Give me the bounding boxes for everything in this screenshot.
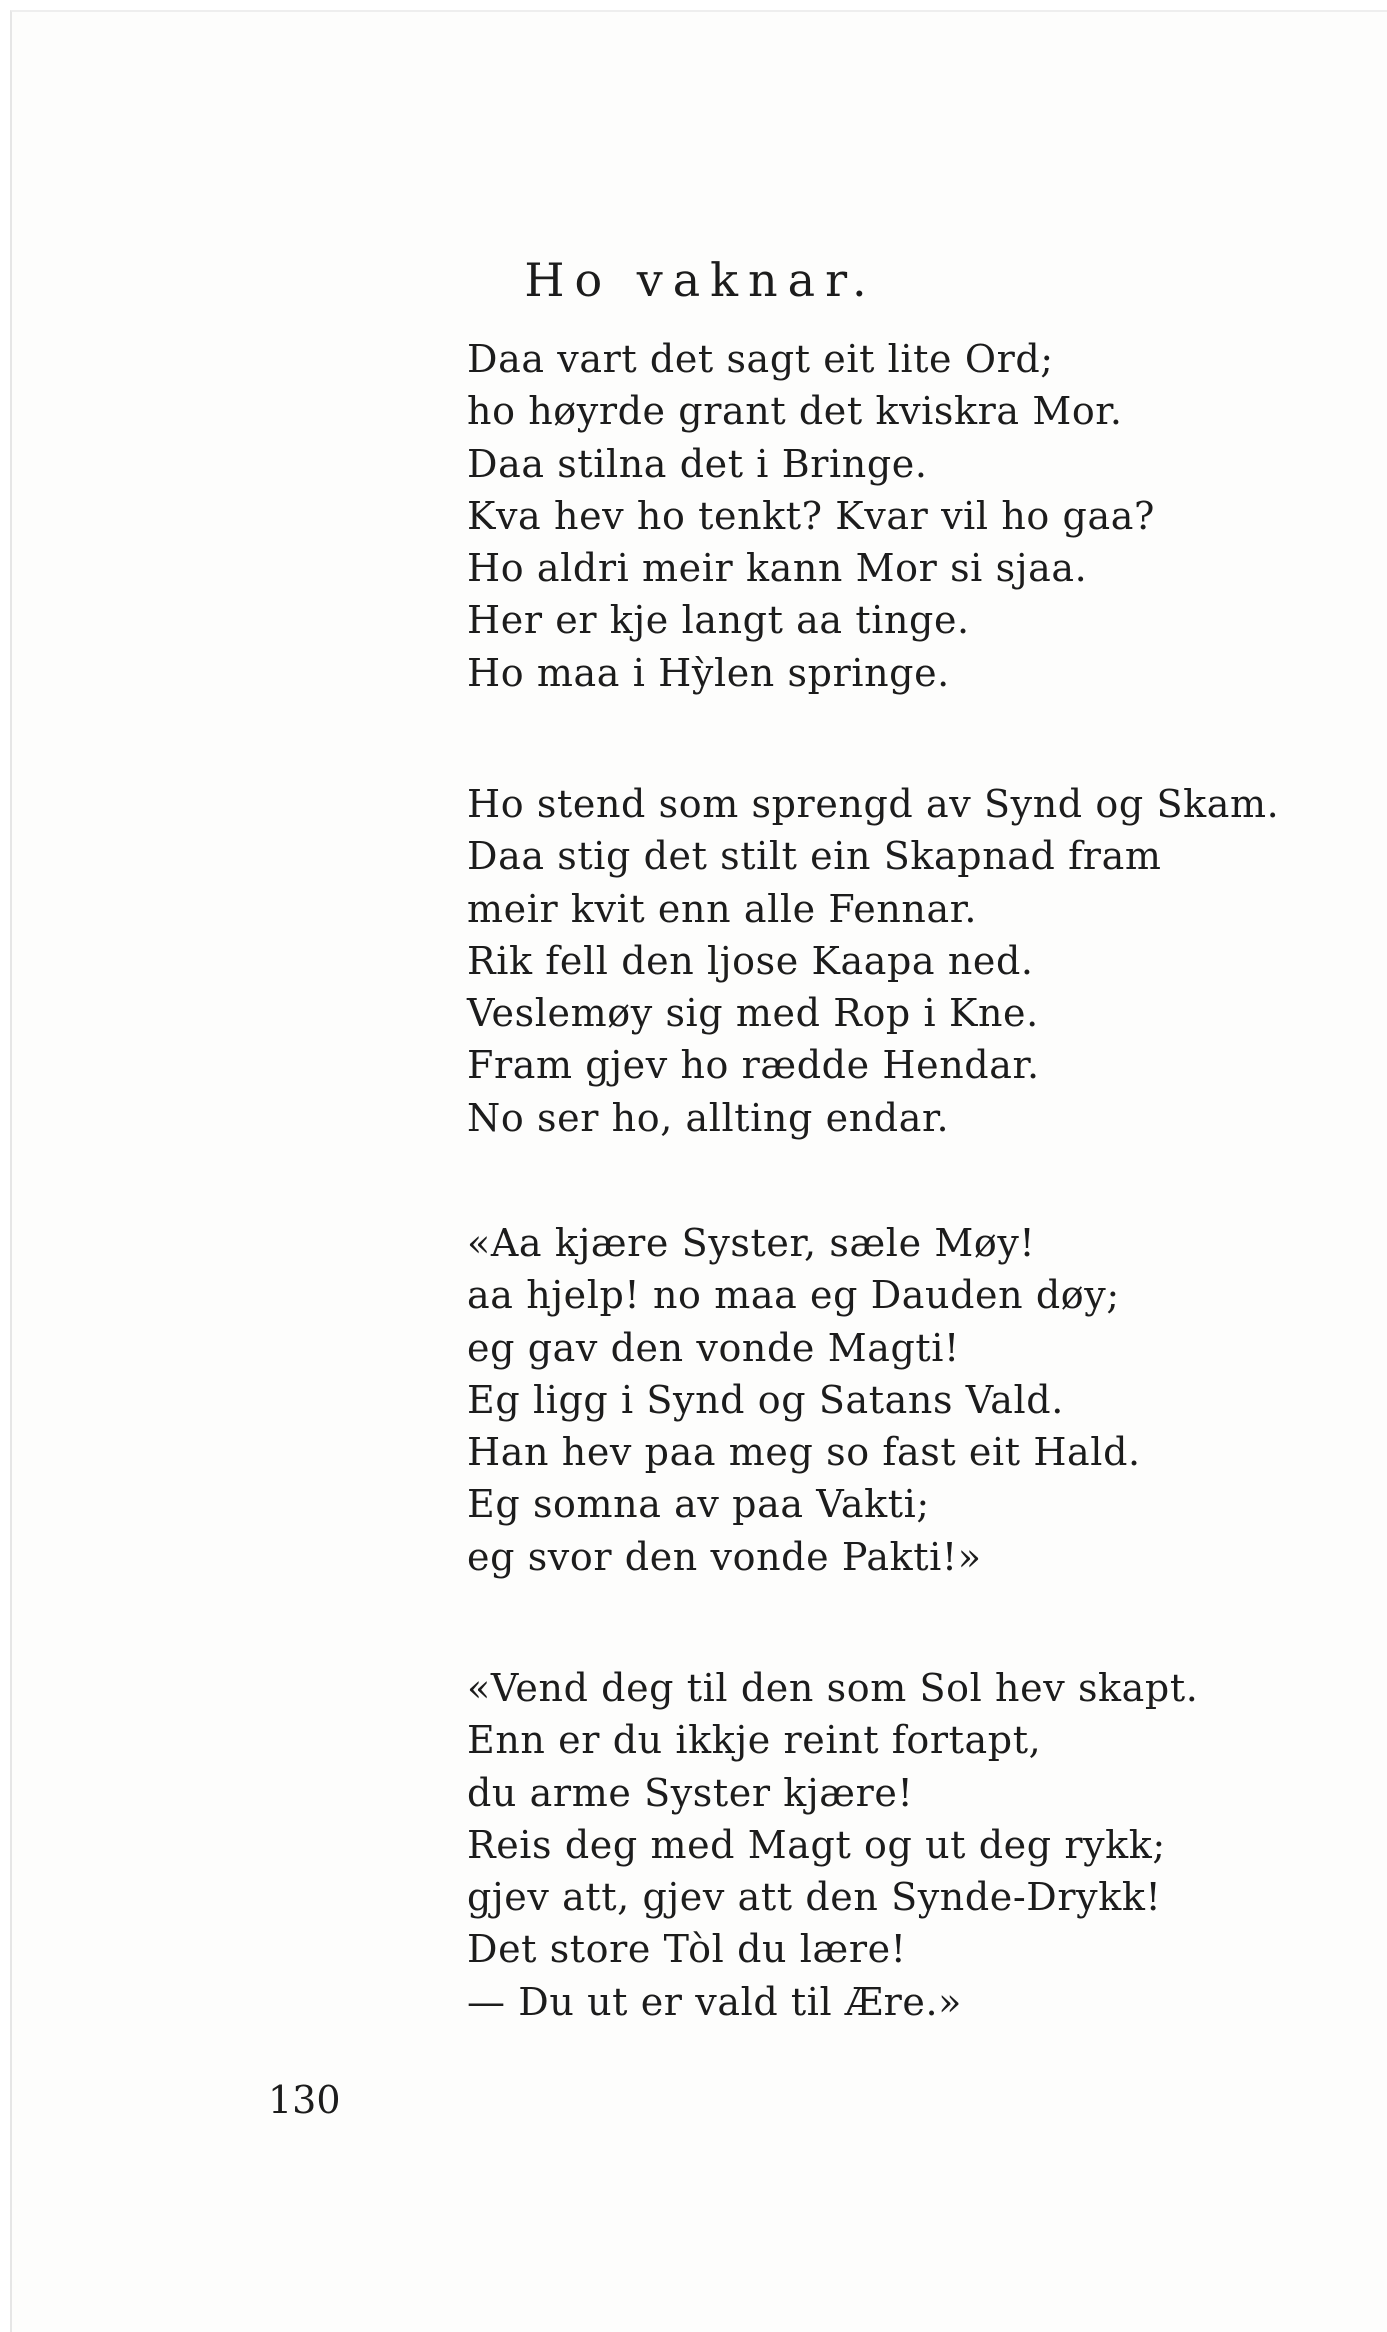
verse-line: Eg somna av paa Vakti; <box>467 1482 930 1527</box>
verse-line: gjev att, gjev att den Synde-Drykk! <box>467 1875 1162 1920</box>
verse-line: Kva hev ho tenkt? Kvar vil ho gaa? <box>467 493 1155 538</box>
stanza-4 <box>467 1662 1198 2028</box>
verse-line: Han hev paa meg so fast eit Hald. <box>467 1430 1141 1475</box>
verse-line: Eg ligg i Synd og Satans Vald. <box>467 1377 1064 1422</box>
verse-line: ho høyrde grant det kviskra Mor. <box>467 389 1123 434</box>
verse-line: Ho stend som sprengd av Synd og Skam. <box>467 782 1280 826</box>
verse-line: du arme Syster kjære! <box>467 1770 914 1815</box>
book-page <box>10 10 1387 2332</box>
verse-line: Enn er du ikkje reint fortapt, <box>467 1718 1042 1763</box>
stanza-3 <box>467 1217 1141 1583</box>
verse-line: Veslemøy sig med Rop i Kne. <box>467 991 1039 1036</box>
verse-line: Fram gjev ho rædde Hendar. <box>467 1043 1040 1088</box>
verse-line: eg gav den vonde Magti! <box>467 1325 960 1370</box>
verse-line: No ser ho, allting endar. <box>467 1095 950 1140</box>
verse-line: — Du ut er vald til Ære.» <box>467 1979 963 2024</box>
verse-line: aa hjelp! no maa eg Dauden døy; <box>467 1273 1120 1318</box>
verse-line: Daa stilna det i Bringe. <box>467 441 928 486</box>
verse-line: Reis deg med Magt og ut deg rykk; <box>467 1822 1166 1867</box>
verse-line: «Aa kjære Syster, sæle Møy! <box>467 1221 1036 1265</box>
stanza-1 <box>467 333 1155 699</box>
page-number: 130 <box>268 2078 341 2122</box>
verse-line: Her er kje langt aa tinge. <box>467 598 970 643</box>
poem-title: Ho vaknar. <box>524 253 877 307</box>
verse-line: Ho maa i Hỳlen springe. <box>467 650 950 695</box>
verse-line: Ho aldri meir kann Mor si sjaa. <box>467 546 1088 591</box>
verse-line: eg svor den vonde Pakti!» <box>467 1534 982 1579</box>
verse-line: Rik fell den ljose Kaapa ned. <box>467 938 1034 983</box>
verse-line: meir kvit enn alle Fennar. <box>467 886 978 931</box>
verse-line: Det store Tòl du lære! <box>467 1927 907 1972</box>
verse-line: «Vend deg til den som Sol hev skapt. <box>467 1666 1199 1710</box>
verse-line: Daa stig det stilt ein Skapnad fram <box>467 834 1162 879</box>
stanza-2 <box>467 778 1279 1144</box>
verse-line: Daa vart det sagt eit lite Ord; <box>467 337 1054 381</box>
